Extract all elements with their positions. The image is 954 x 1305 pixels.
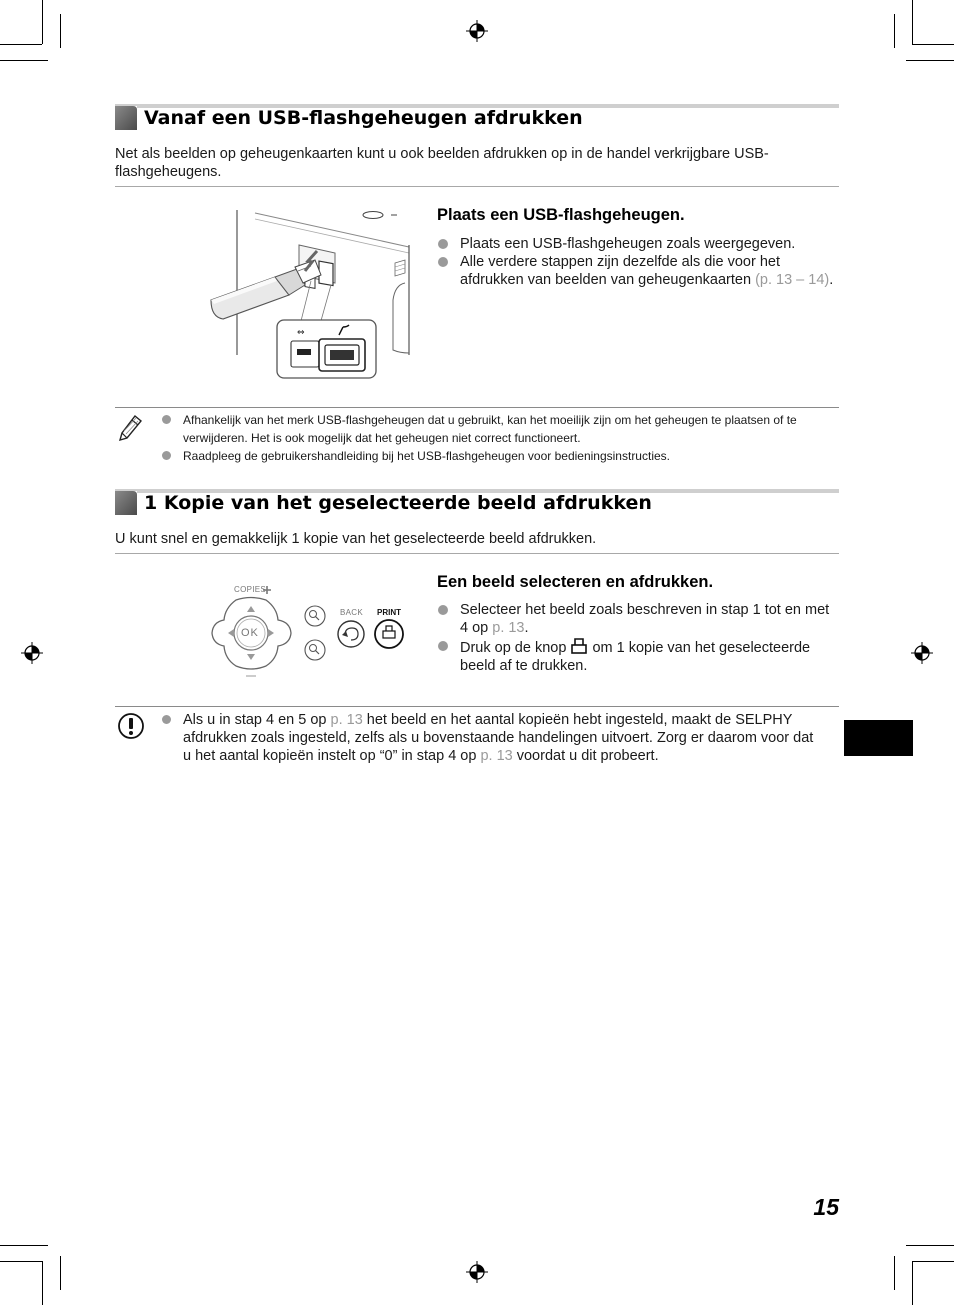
bullet-text: Plaats een USB-flashgeheugen zoals weergegeven. [460,236,796,252]
crop-mark [0,1245,48,1246]
crop-mark [894,1256,895,1290]
warning-text: het beeld en het aantal kopieën hebt ingesteld, maakt de SELPHY afdrukken zoals ingesteld, zelfs als u bovenstaande handelingen uitvoert. Zorg er daarom voor dat u het aantal kopieën instelt op “0” in stap 4 op [183,712,814,764]
section-title: Vanaf een USB-flashgeheugen afdrukken [144,107,583,129]
section-divider [115,186,839,187]
step-bullet [437,637,837,675]
page-reference-link[interactable]: p. 13 [492,620,525,636]
note-item: Afhankelijk van het merk USB-flashgeheugen dat u gebruikt, kan het moeilijk zijn om het geheugen te plaatsen of te verwijderen. Het is ook mogelijk dat het geheugen niet correct functioneert. [161,411,831,447]
registration-mark-icon [911,642,933,664]
section-header [115,489,839,515]
crop-mark [42,0,43,44]
warning-item [161,711,821,765]
bullet-text: Selecteer het beeld zoals beschreven in stap 1 tot en met 4 op [460,602,830,636]
back-button-label: BACK [340,608,363,617]
step-bullet [437,253,837,289]
registration-mark-icon [21,642,43,664]
copies-label: COPIES [234,585,267,594]
print-button-label: PRINT [377,608,401,617]
section-intro: U kunt snel en gemakkelijk 1 kopie van het geselecteerde beeld afdrukken. [115,531,597,547]
crop-mark [912,0,913,44]
note-list [161,411,831,465]
usb-flash-insert-illustration [205,205,415,383]
pencil-icon [118,414,144,442]
crop-mark [912,1261,954,1262]
section-divider [115,553,839,554]
note-item: Raadpleeg de gebruikershandleiding bij het USB-flashgeheugen voor bedieningsinstructies. [161,447,831,465]
crop-mark [906,1245,954,1246]
warning-text: voordat u dit probeert. [512,748,659,764]
crop-mark [912,44,954,45]
exclamation-icon [117,712,145,740]
crop-mark [0,60,48,61]
section-title: 1 Kopie van het geselecteerde beeld afdrukken [144,492,652,514]
crop-mark [894,14,895,48]
step-bullet-list [437,601,837,675]
step-bullet [437,235,837,253]
crop-mark [0,44,42,45]
page-reference-link[interactable]: p. 13 [330,712,363,728]
bullet-text: om 1 kopie van het geselecteerde beeld af te drukken. [460,640,811,674]
step-bullet-list [437,235,837,289]
section-header [115,104,839,130]
warning-list [161,711,821,765]
step-bullet [437,601,837,637]
print-button-icon [570,637,588,655]
section-tab-icon [115,106,137,130]
section-tab-icon [115,491,137,515]
bullet-text: . [524,620,529,636]
step-title: Plaats een USB-flashgeheugen. [437,206,685,224]
control-panel-illustration [205,580,415,680]
crop-mark [42,1261,43,1305]
note-divider [115,407,839,408]
ok-button-label: OK [241,627,259,639]
warning-divider [115,706,839,707]
page-number: 15 [813,1194,839,1220]
step-title: Een beeld selecteren en afdrukken. [437,573,714,591]
crop-mark [912,1261,913,1305]
control-panel-drawing [205,580,415,680]
chapter-tab [844,720,913,756]
registration-mark-icon [466,20,488,42]
section-intro: Net als beelden op geheugenkaarten kunt u ook beelden afdrukken op in de handel verkrijgbare USB-flashgeheugens. [115,146,769,180]
page-reference-link[interactable]: (p. 13 – 14) [755,272,830,288]
registration-mark-icon [466,1261,488,1283]
bullet-text: Alle verdere stappen zijn dezelfde als die voor het afdrukken van beelden van geheugenkaarten [460,254,780,288]
crop-mark [0,1261,42,1262]
svg-text:⇔: ⇔ [297,328,305,338]
page-reference-link[interactable]: p. 13 [480,748,513,764]
crop-mark [906,60,954,61]
crop-mark [60,1256,61,1290]
bullet-text: Druk op de knop [460,640,571,656]
crop-mark [60,14,61,48]
warning-text: Als u in stap 4 en 5 op [183,712,331,728]
bullet-text: . [829,272,834,288]
